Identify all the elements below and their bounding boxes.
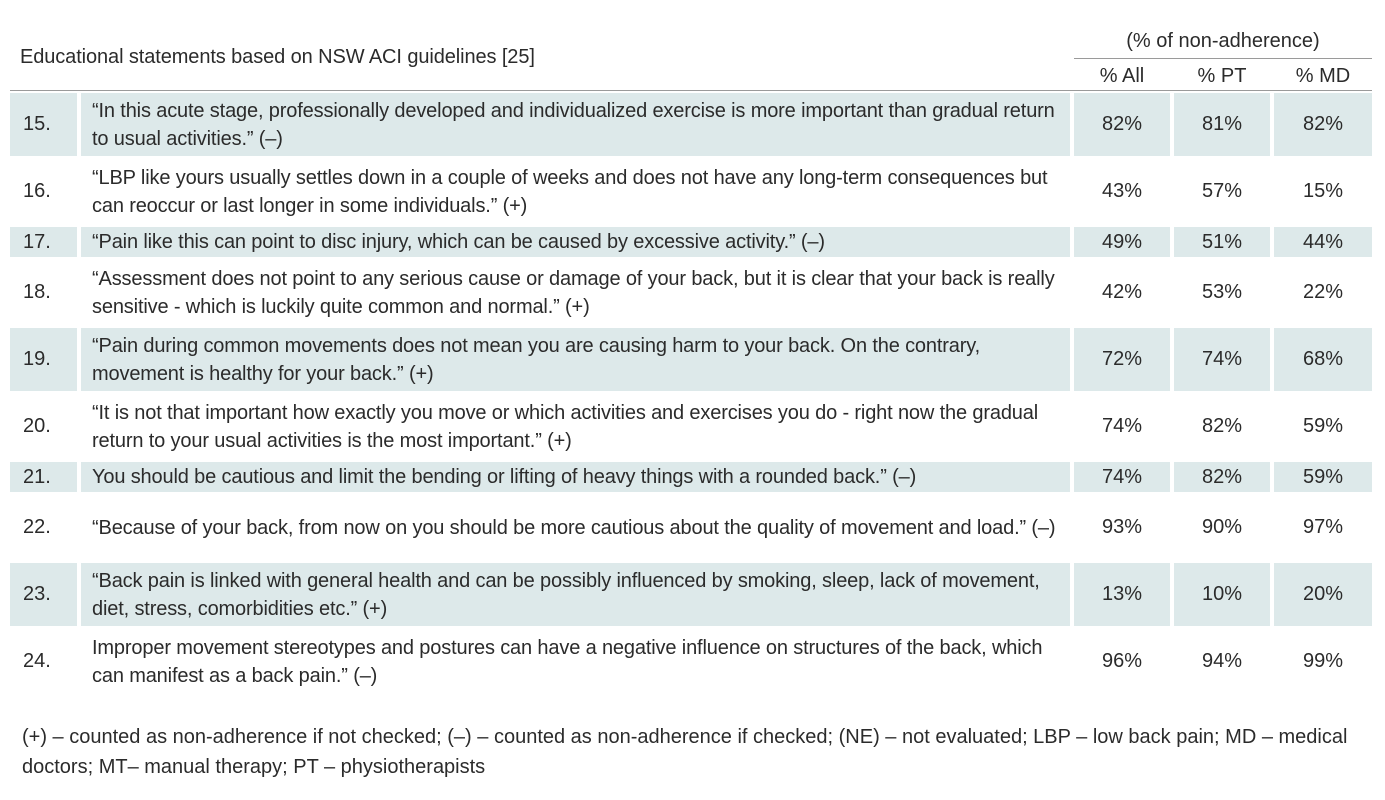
value-pt [1174, 227, 1270, 257]
value-md [1274, 227, 1372, 257]
value-pt-text: 82% [1201, 415, 1243, 437]
row-statement [81, 630, 1070, 693]
value-md-text: 44% [1302, 230, 1344, 253]
value-all [1074, 563, 1170, 626]
table-row [10, 158, 1372, 225]
row-statement [81, 328, 1070, 391]
row-statement [81, 462, 1070, 492]
row-number-text: 21. [23, 465, 51, 488]
value-md-text: 97% [1302, 516, 1344, 538]
table-row [10, 326, 1372, 393]
row-number-text: 22. [23, 516, 51, 538]
value-pt [1174, 261, 1270, 324]
row-statement-text: “It is not that important how exactly you move or which activities and exercises you do - right now the gradual return to your usual activities is the most important.” (+) [92, 401, 1039, 452]
value-all-text: 74% [1101, 415, 1143, 437]
table-row [10, 460, 1372, 494]
table-row [10, 225, 1372, 259]
value-pt [1174, 563, 1270, 626]
value-md [1274, 462, 1372, 492]
row-number [10, 160, 77, 223]
row-statement [81, 261, 1070, 324]
value-all [1074, 462, 1170, 492]
value-pt [1174, 93, 1270, 156]
row-statement-text: “Pain during common movements does not mean you are causing harm to your back. On the contrary, movement is healthy for your back.” (+) [92, 334, 981, 385]
value-all [1074, 261, 1170, 324]
value-all-text: 93% [1101, 516, 1143, 538]
row-statement-text: “LBP like yours usually settles down in a couple of weeks and does not have any long-term consequences but can reoccur or last longer in some individuals.” (+) [92, 166, 1048, 217]
column-header-all: % All [1099, 65, 1145, 87]
table-row [10, 494, 1372, 561]
value-pt [1174, 630, 1270, 693]
value-md-text: 22% [1302, 281, 1344, 303]
row-number [10, 630, 77, 693]
value-all [1074, 630, 1170, 693]
value-pt-text: 53% [1201, 281, 1243, 303]
table-body [10, 91, 1372, 695]
table-footnote: (+) – counted as non-adherence if not checked; (–) – counted as non-adherence if checked; (NE) – not evaluated; LBP – low back pain; MD – medical doctors; MT– manual therapy; PT – physiotherapists [22, 726, 1348, 778]
value-md-text: 82% [1302, 113, 1344, 135]
value-md-text: 20% [1302, 583, 1344, 605]
value-all-text: 42% [1101, 281, 1143, 303]
row-statement-text: You should be cautious and limit the bending or lifting of heavy things with a rounded back.” (–) [92, 466, 917, 488]
value-md-text: 59% [1302, 415, 1344, 437]
value-pt-text: 57% [1201, 180, 1243, 202]
row-number [10, 563, 77, 626]
row-statement-text: “In this acute stage, professionally developed and individualized exercise is more important than gradual return to usual activities.” (–) [92, 99, 1055, 150]
table-row [10, 259, 1372, 326]
value-pt [1174, 496, 1270, 559]
value-md [1274, 328, 1372, 391]
row-statement [81, 395, 1070, 458]
value-all-text: 96% [1101, 650, 1143, 672]
value-pt-text: 90% [1201, 516, 1243, 538]
value-pt-text: 51% [1201, 230, 1243, 253]
row-number [10, 395, 77, 458]
value-pt [1174, 395, 1270, 458]
column-header-md: % MD [1295, 65, 1351, 87]
value-md-text: 59% [1302, 465, 1344, 488]
group-header-rule [1074, 58, 1372, 59]
value-md [1274, 261, 1372, 324]
row-number-text: 17. [23, 230, 51, 253]
value-md [1274, 93, 1372, 156]
row-number [10, 496, 77, 559]
row-number [10, 328, 77, 391]
value-all [1074, 93, 1170, 156]
table-row [10, 393, 1372, 460]
value-all [1074, 160, 1170, 223]
value-all-text: 82% [1101, 113, 1143, 135]
value-all-text: 74% [1101, 465, 1143, 488]
table-title: Educational statements based on NSW ACI guidelines [25] [20, 46, 535, 68]
row-statement [81, 496, 1070, 559]
value-all-text: 13% [1101, 583, 1143, 605]
column-header-pt: % PT [1197, 65, 1247, 87]
value-pt-text: 94% [1201, 650, 1243, 672]
row-statement-text: “Assessment does not point to any serious cause or damage of your back, but it is clear that your back is really sensitive - which is luckily quite common and normal.” (+) [92, 267, 1055, 318]
value-md [1274, 160, 1372, 223]
group-header: (% of non-adherence) [1126, 30, 1320, 52]
table-row [10, 628, 1372, 695]
value-pt [1174, 462, 1270, 492]
row-statement [81, 160, 1070, 223]
value-md [1274, 496, 1372, 559]
value-all [1074, 227, 1170, 257]
value-pt [1174, 328, 1270, 391]
row-statement-text: “Back pain is linked with general health and can be possibly influenced by smoking, sleep, lack of movement, diet, stress, comorbidities etc.” (+) [92, 569, 1040, 620]
row-number [10, 227, 77, 257]
value-all [1074, 395, 1170, 458]
value-md [1274, 563, 1372, 626]
row-number [10, 462, 77, 492]
row-statement [81, 227, 1070, 257]
row-number [10, 93, 77, 156]
row-number-text: 15. [23, 113, 51, 135]
row-statement [81, 563, 1070, 626]
value-all-text: 72% [1101, 348, 1143, 370]
value-md [1274, 630, 1372, 693]
value-pt-text: 82% [1201, 465, 1243, 488]
row-number-text: 23. [23, 583, 51, 605]
value-pt-text: 74% [1201, 348, 1243, 370]
row-number-text: 16. [23, 180, 51, 202]
value-pt [1174, 160, 1270, 223]
value-md-text: 68% [1302, 348, 1344, 370]
value-all-text: 43% [1101, 180, 1143, 202]
row-number-text: 19. [23, 348, 51, 370]
value-all-text: 49% [1101, 230, 1143, 253]
value-md-text: 99% [1302, 650, 1344, 672]
value-pt-text: 10% [1201, 583, 1243, 605]
row-statement [81, 93, 1070, 156]
table-row [10, 561, 1372, 628]
value-all [1074, 496, 1170, 559]
row-statement-text: “Pain like this can point to disc injury, which can be caused by excessive activity.” (–) [92, 231, 825, 253]
row-number [10, 261, 77, 324]
value-all [1074, 328, 1170, 391]
value-md [1274, 395, 1372, 458]
table-row [10, 91, 1372, 158]
row-number-text: 20. [23, 415, 51, 437]
row-number-text: 24. [23, 650, 51, 672]
value-md-text: 15% [1302, 180, 1344, 202]
value-pt-text: 81% [1201, 113, 1243, 135]
row-statement-text: Improper movement stereotypes and postures can have a negative influence on structures of the back, which can manifest as a back pain.” (–) [92, 636, 1043, 687]
row-statement-text: “Because of your back, from now on you should be more cautious about the quality of movement and load.” (–) [92, 516, 1056, 539]
row-number-text: 18. [23, 281, 51, 303]
